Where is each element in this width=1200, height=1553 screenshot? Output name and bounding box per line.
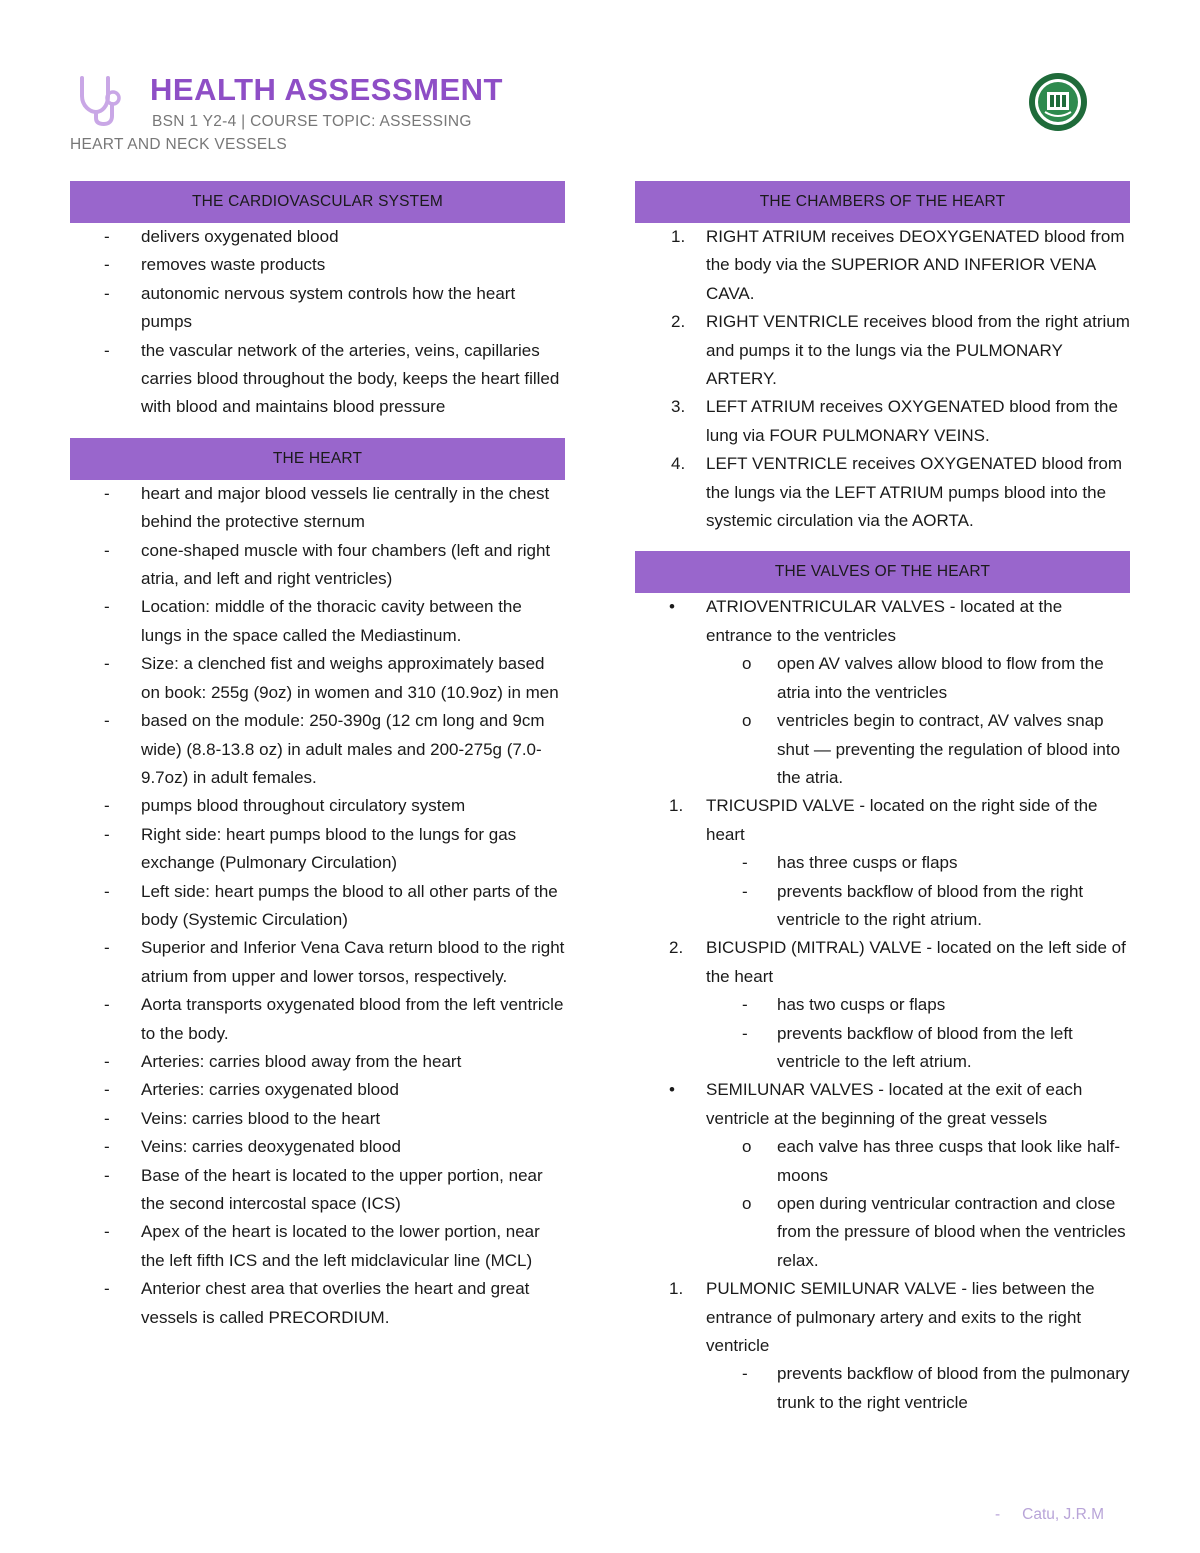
list-item: - Veins: carries deoxygenated blood [104, 1137, 401, 1157]
section-heading-chambers: THE CHAMBERS OF THE HEART [635, 181, 1130, 223]
list-item: - Size: a clenched fist and weighs approximately based on book: 255g (9oz) in women and 310 (10.9oz) in men [104, 654, 559, 702]
sub-list [706, 1360, 1130, 1417]
page-footer [995, 1506, 1104, 1524]
list-item: - Arteries: carries oxygenated blood [104, 1080, 399, 1100]
list-item: - removes waste products [104, 255, 326, 275]
section-heading-heart: THE HEART [70, 438, 565, 480]
list-item: o open AV valves allow blood to flow from the atria into the ventricles [742, 654, 1104, 702]
section-heading-valves: THE VALVES OF THE HEART [635, 551, 1130, 593]
stethoscope-icon [76, 74, 122, 126]
section-heading-cardiovascular: THE CARDIOVASCULAR SYSTEM [70, 181, 565, 223]
course-subtitle-continued: HEART AND NECK VESSELS [70, 136, 288, 153]
document-header [70, 70, 1130, 160]
cardiovascular-list [70, 223, 565, 422]
list-item: - Aorta transports oxygenated blood from the left ventricle to the body. [104, 995, 564, 1043]
list-item: - has three cusps or flaps [742, 853, 958, 873]
sub-list [706, 1133, 1130, 1275]
list-item: - autonomic nervous system controls how the heart pumps [104, 283, 516, 332]
list-item: - prevents backflow of blood from the right ventricle to the right atrium. [742, 881, 1084, 929]
chambers-list [635, 223, 1130, 535]
list-item: - Left side: heart pumps the blood to all other parts of the body (Systemic Circulation) [104, 881, 558, 929]
list-item: • SEMILUNAR VALVES - located at the exit of each ventricle at the beginning of the great vessels o each valve has three cusps that look like half-moons o open during ventricular contraction and close from the pressure of blood when the ventricles relax. [635, 1076, 1130, 1275]
school-seal-logo [1028, 72, 1088, 132]
sub-list [706, 650, 1130, 792]
list-item: - delivers oxygenated blood [104, 227, 339, 246]
list-item: - Location: middle of the thoracic cavity between the lungs in the space called the Mediastinum. [104, 597, 522, 645]
footer-author: Catu, J.R.M [1022, 1506, 1104, 1523]
left-column [70, 181, 565, 1332]
list-item: 2. BICUSPID (MITRAL) VALVE - located on the left side of the heart - has two cusps or flaps - prevents backflow of blood from the left ventricle to the left atrium. [635, 934, 1130, 1076]
list-item: 1. PULMONIC SEMILUNAR VALVE - lies between the entrance of pulmonary artery and exits to the right ventricle - prevents backflow of blood from the pulmonary trunk to the right ventricle [635, 1275, 1130, 1417]
course-subtitle: BSN 1 Y2-4 | COURSE TOPIC: ASSESSING [152, 113, 472, 130]
list-item: - has two cusps or flaps [742, 995, 946, 1015]
list-item: - Arteries: carries blood away from the heart [104, 1051, 462, 1071]
document-title: HEALTH ASSESSMENT [150, 72, 503, 107]
list-item: 2. RIGHT VENTRICLE receives blood from the right atrium and pumps it to the lungs via the PULMONARY ARTERY. [671, 312, 1130, 389]
list-item: - pumps blood throughout circulatory system [104, 796, 466, 816]
list-item: - Anterior chest area that overlies the heart and great vessels is called PRECORDIUM. [104, 1279, 530, 1327]
sub-list [706, 849, 1130, 934]
list-item: - Base of the heart is located to the upper portion, near the second intercostal space (ICS) [104, 1165, 543, 1213]
list-item: o ventricles begin to contract, AV valves snap shut — preventing the regulation of blood into the atria. [742, 711, 1121, 787]
list-item: • ATRIOVENTRICULAR VALVES - located at the entrance to the ventricles o open AV valves allow blood to flow from the atria into the ventricles o ventricles begin to contract, AV valves snap shut — preventing the regulation of blood into the atria. [635, 593, 1130, 792]
list-item: - the vascular network of the arteries, veins, capillaries carries blood throughout the body, keeps the heart filled with blood and maintains blood pressure [104, 340, 560, 417]
list-item: - prevents backflow of blood from the pulmonary trunk to the right ventricle [742, 1364, 1130, 1412]
list-item: 3. LEFT ATRIUM receives OXYGENATED blood from the lung via FOUR PULMONARY VEINS. [671, 397, 1118, 445]
list-item: - cone-shaped muscle with four chambers (left and right atria, and left and right ventricles) [104, 540, 551, 589]
list-item: 1. TRICUSPID VALVE - located on the right side of the heart - has three cusps or flaps - prevents backflow of blood from the right ventricle to the right atrium. [635, 792, 1130, 934]
list-item: - Right side: heart pumps blood to the lungs for gas exchange (Pulmonary Circulation) [104, 824, 517, 873]
list-item: - Superior and Inferior Vena Cava return blood to the right atrium from upper and lower torsos, respectively. [104, 938, 565, 986]
list-item: - prevents backflow of blood from the left ventricle to the left atrium. [742, 1023, 1073, 1071]
list-item: 1. RIGHT ATRIUM receives DEOXYGENATED blood from the body via the SUPERIOR AND INFERIOR VENA CAVA. [671, 227, 1125, 303]
list-item: - Apex of the heart is located to the lower portion, near the left fifth ICS and the left midclavicular line (MCL) [104, 1222, 540, 1270]
heart-list [70, 480, 565, 1332]
list-item: 4. LEFT VENTRICLE receives OXYGENATED blood from the lungs via the LEFT ATRIUM pumps blood into the systemic circulation via the AORTA. [671, 454, 1122, 531]
list-item: - based on the module: 250-390g (12 cm long and 9cm wide) (8.8-13.8 oz) in adult males and 200-275g (7.0-9.7oz) in adult females. [104, 711, 545, 787]
sub-list [706, 991, 1130, 1076]
valves-list [635, 593, 1130, 1417]
list-item: - heart and major blood vessels lie centrally in the chest behind the protective sternum [104, 483, 550, 532]
list-item: o each valve has three cusps that look like half-moons [742, 1137, 1121, 1185]
list-item: o open during ventricular contraction and close from the pressure of blood when the ventricles relax. [742, 1194, 1126, 1270]
list-item: - Veins: carries blood to the heart [104, 1108, 381, 1128]
right-column [635, 181, 1130, 1417]
footer-dash: - [995, 1506, 1001, 1523]
